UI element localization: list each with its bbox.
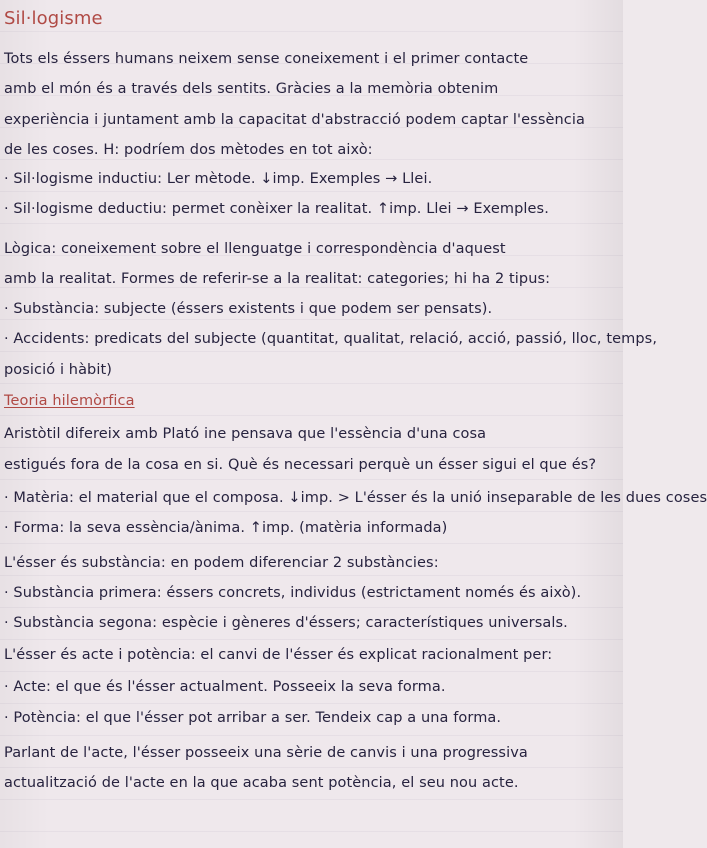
section-heading-logica: Lògica: coneixement sobre el llenguatge i correspondència d'aquest	[4, 241, 506, 257]
text-line: de les coses. H: podríem dos mètodes en tot això:	[4, 142, 373, 158]
text-line: Tots els éssers humans neixem sense coneixement i el primer contacte	[4, 51, 529, 67]
bullet-item: · Matèria: el material que el composa. ↓imp. > L'ésser és la unió inseparable de les dues coses	[4, 490, 707, 506]
text-line: posició i hàbit)	[4, 362, 113, 378]
section-heading-acte-potencia: L'ésser és acte i potència: el canvi de l'ésser és explicat racionalment per:	[4, 647, 553, 663]
text-line: Aristòtil difereix amb Plató ine pensava que l'essència d'una cosa	[4, 426, 487, 442]
bullet-item: · Sil·logisme inductiu: Ler mètode. ↓imp. Exemples → Llei.	[4, 171, 433, 187]
page-title: Sil·logisme	[4, 8, 103, 29]
text-line: Parlant de l'acte, l'ésser posseeix una sèrie de canvis i una progressiva	[4, 745, 528, 761]
bullet-item: · Forma: la seva essència/ànima. ↑imp. (matèria informada)	[4, 520, 448, 536]
text-line: estigués fora de la cosa en si. Què és necessari perquè un ésser sigui el que és?	[4, 457, 597, 473]
bullet-item: · Acte: el que és l'ésser actualment. Posseeix la seva forma.	[4, 679, 446, 695]
bullet-item: · Substància: subjecte (éssers existents i que podem ser pensats).	[4, 301, 493, 317]
section-heading-teoria-hilemorfica: Teoria hilemòrfica	[4, 393, 135, 409]
bullet-item: · Accidents: predicats del subjecte (quantitat, qualitat, relació, acció, passió, lloc, temps,	[4, 331, 658, 347]
text-line: experiència i juntament amb la capacitat d'abstracció podem captar l'essència	[4, 112, 585, 128]
bullet-item: · Potència: el que l'ésser pot arribar a ser. Tendeix cap a una forma.	[4, 710, 502, 726]
bullet-item: · Sil·logisme deductiu: permet conèixer la realitat. ↑imp. Llei → Exemples.	[4, 201, 549, 217]
text-line: amb la realitat. Formes de referir-se a la realitat: categories; hi ha 2 tipus:	[4, 271, 551, 287]
section-heading-substancia: L'ésser és substància: en podem diferenciar 2 substàncies:	[4, 555, 439, 571]
text-line: amb el món és a través dels sentits. Gràcies a la memòria obtenim	[4, 81, 499, 97]
bullet-item: · Substància primera: éssers concrets, individus (estrictament només és això).	[4, 585, 582, 601]
text-line: actualització de l'acte en la que acaba sent potència, el seu nou acte.	[4, 775, 519, 791]
bullet-item: · Substància segona: espècie i gèneres d'éssers; característiques universals.	[4, 615, 568, 631]
